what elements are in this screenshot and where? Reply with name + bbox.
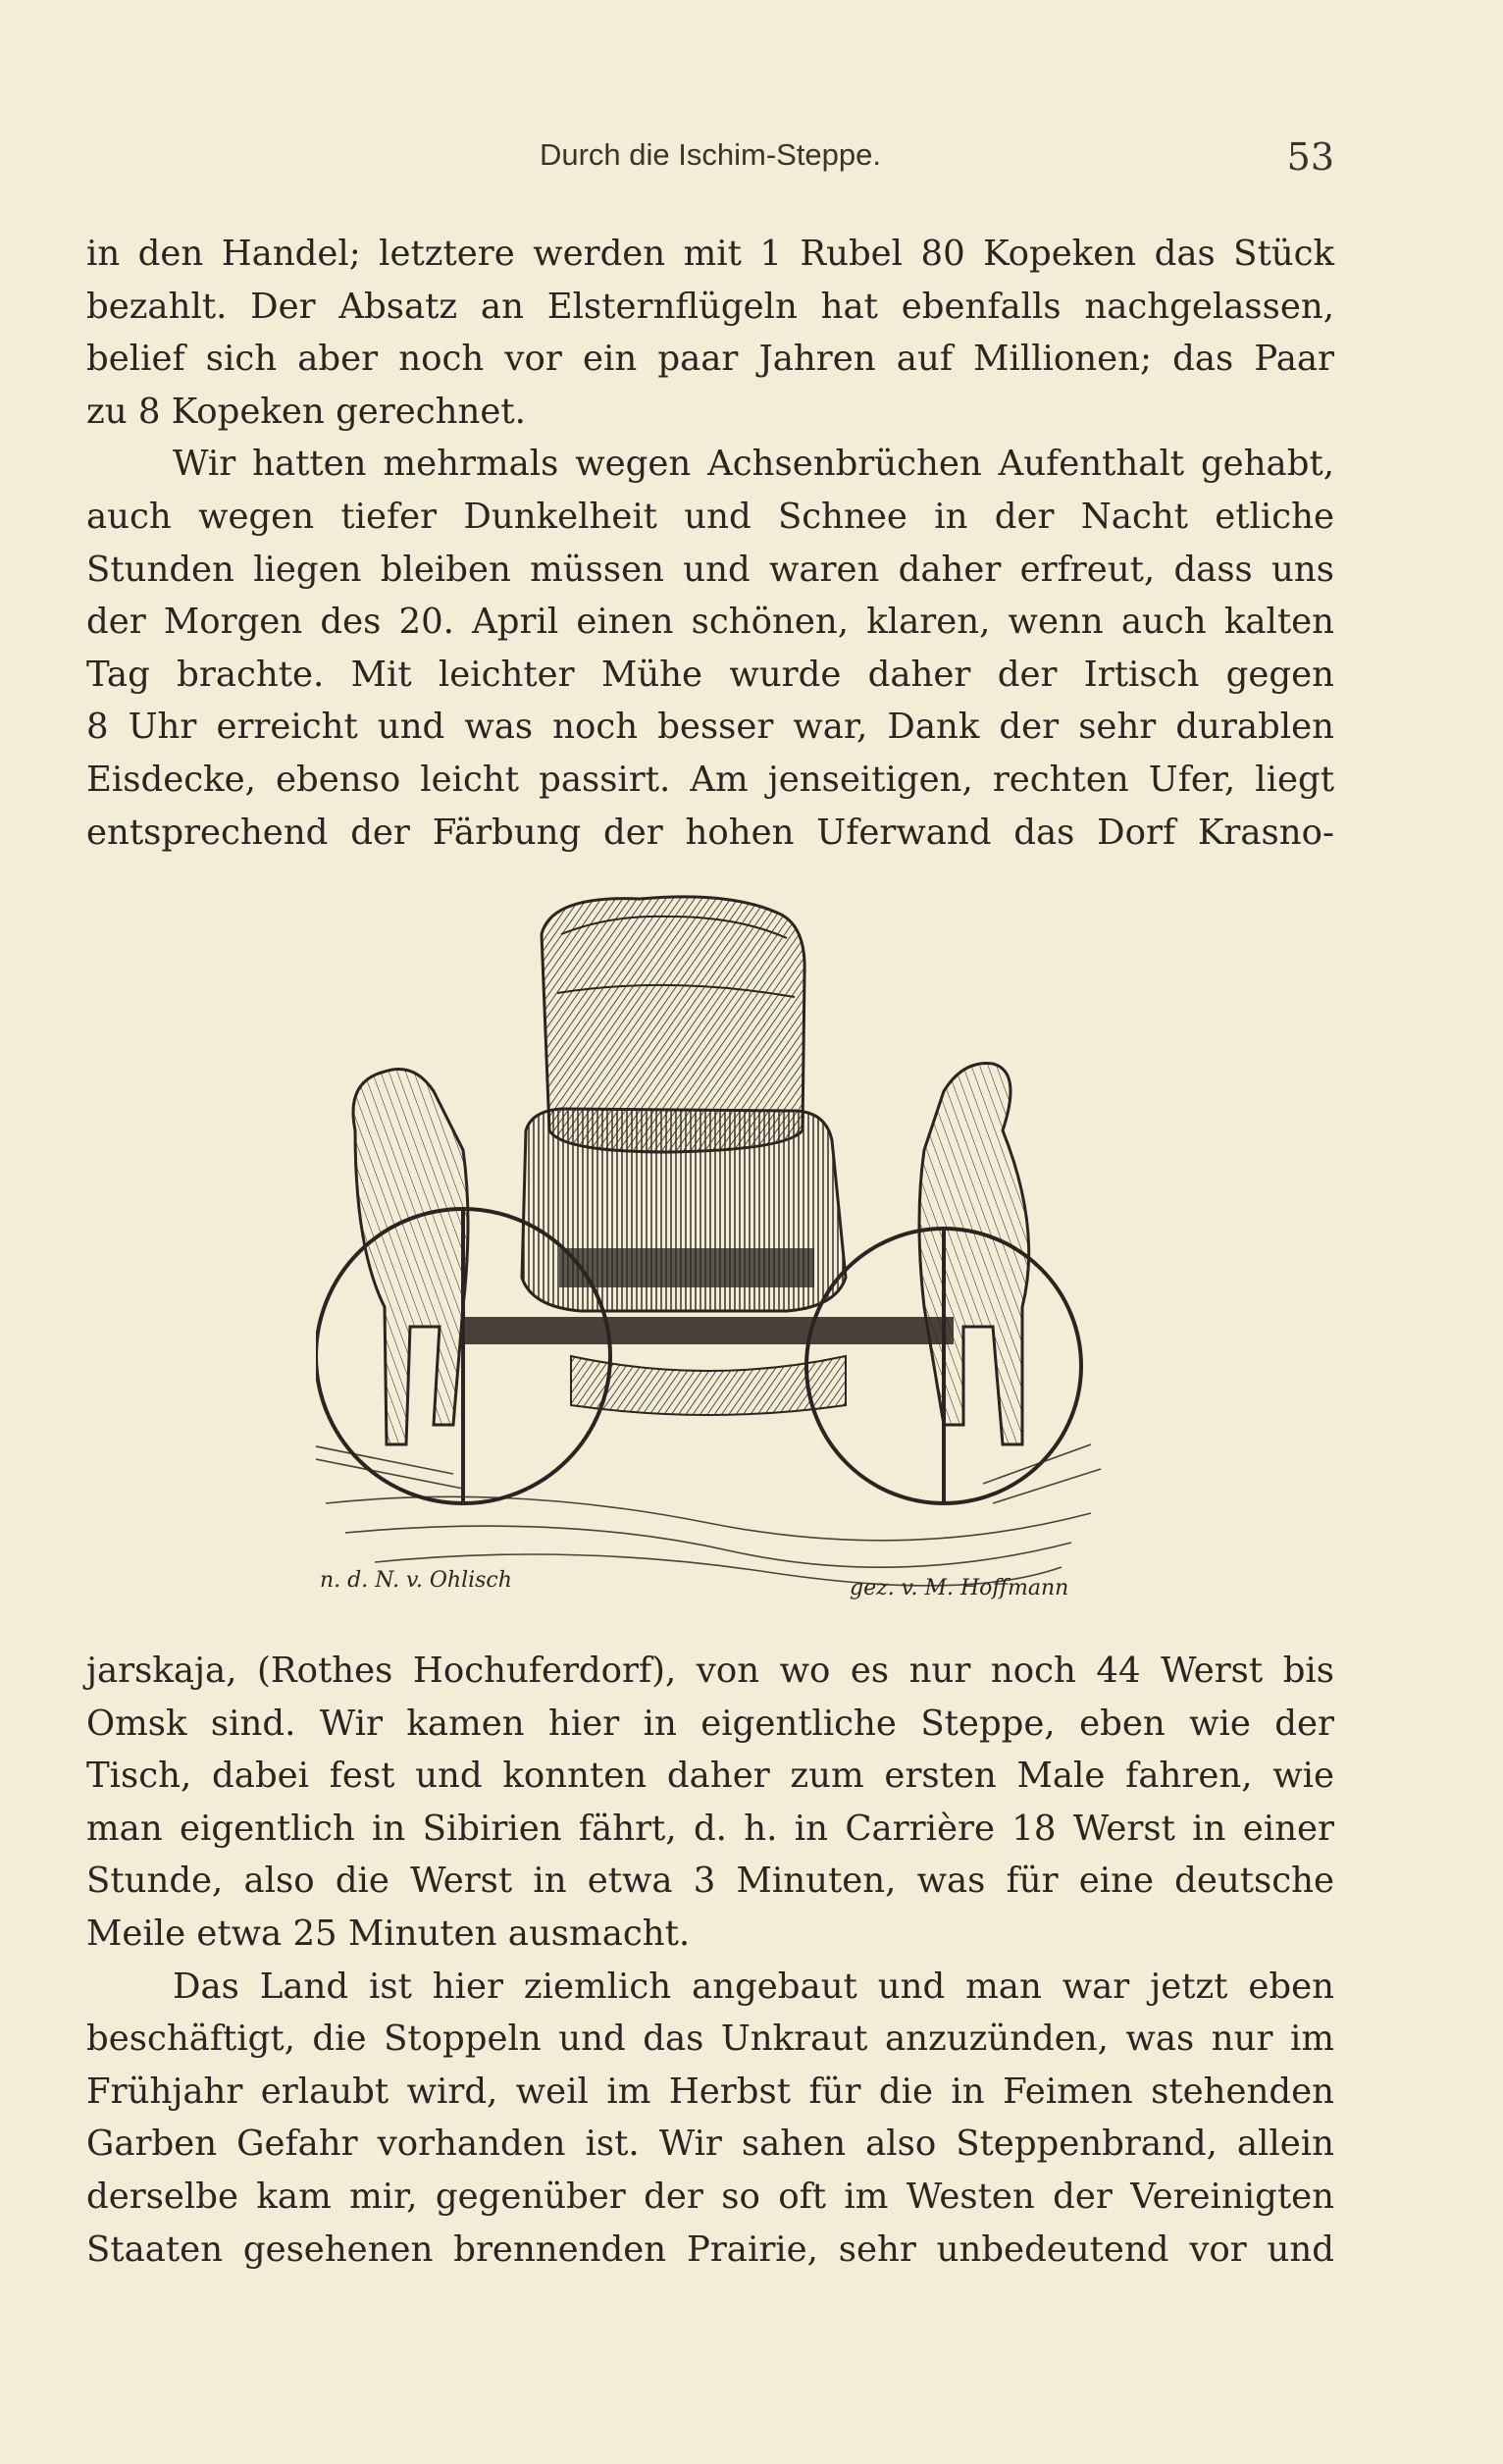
text-line: Das Land ist hier ziemlich angebaut und man war jetzt eben: [173, 1966, 1334, 2007]
left-horse: [353, 1070, 468, 1445]
text-line: Tisch, dabei fest und konnten daher zum ersten Male fahren, wie: [86, 1756, 1334, 1797]
text-line: derselbe kam mir, gegenüber der so oft im Westen der Vereinigten: [86, 2176, 1334, 2217]
text-line: Stunden liegen bleiben müssen und waren daher erfreut, dass uns: [86, 549, 1334, 590]
text-line: auch wegen tiefer Dunkelheit und Schnee in der Nacht etliche: [86, 496, 1334, 537]
right-horse: [919, 1064, 1029, 1444]
engraving-credit-left: n. d. N. v. Ohlisch: [320, 1568, 512, 1593]
text-line: in den Handel; letztere werden mit 1 Rubel 80 Kopeken das Stück: [86, 234, 1334, 274]
text-line: belief sich aber noch vor ein paar Jahren auf Millionen; das Paar: [86, 339, 1334, 380]
page-number: 53: [1286, 135, 1334, 179]
text-block-top: [86, 228, 1334, 859]
page-header: [86, 137, 1334, 186]
text-line: entsprechend der Färbung der hohen Uferwand das Dorf Krasno-: [86, 812, 1334, 853]
tarantass-engraving: [316, 895, 1109, 1601]
text-line: Stunde, also die Werst in etwa 3 Minuten, was für eine deutsche: [86, 1861, 1334, 1902]
text-line: der Morgen des 20. April einen schönen, klaren, wenn auch kalten: [86, 602, 1334, 643]
engraving-illustration: [316, 895, 1109, 1601]
engraving-credit-right: gez. v. M. Hoffmann: [850, 1576, 1069, 1600]
text-line: 8 Uhr erreicht und was noch besser war, Dank der sehr durablen: [86, 707, 1334, 748]
text-line: Eisdecke, ebenso leicht passirt. Am jenseitigen, rechten Ufer, liegt: [86, 759, 1334, 800]
text-line: man eigentlich in Sibirien fährt, d. h. in Carrière 18 Werst in einer: [86, 1808, 1334, 1849]
text-line: bezahlt. Der Absatz an Elsternflügeln hat ebenfalls nachgelassen,: [86, 286, 1334, 327]
text-line: zu 8 Kopeken gerechnet.: [86, 391, 526, 432]
text-line: Staaten gesehenen brennenden Prairie, sehr unbedeutend vor und: [86, 2228, 1334, 2270]
text-line: Frühjahr erlaubt wird, weil im Herbst für die in Feimen stehenden: [86, 2071, 1334, 2112]
text-block-bottom: [86, 1645, 1334, 2276]
text-line: Garben Gefahr vorhanden ist. Wir sahen also Steppenbrand, allein: [86, 2123, 1334, 2165]
text-line: beschäftigt, die Stoppeln und das Unkraut anzuzünden, was nur im: [86, 2018, 1334, 2060]
text-line: jarskaja, (Rothes Hochuferdorf), von wo es nur noch 44 Werst bis: [86, 1651, 1334, 1691]
text-line: Tag brachte. Mit leichter Mühe wurde daher der Irtisch gegen: [86, 654, 1334, 695]
text-line: Meile etwa 25 Minuten ausmacht.: [86, 1913, 691, 1954]
text-line: Wir hatten mehrmals wegen Achsenbrüchen Aufenthalt gehabt,: [173, 444, 1334, 485]
running-title: Durch die Ischim-Steppe.: [539, 137, 882, 172]
text-line: Omsk sind. Wir kamen hier in eigentliche Steppe, eben wie der: [86, 1703, 1334, 1744]
